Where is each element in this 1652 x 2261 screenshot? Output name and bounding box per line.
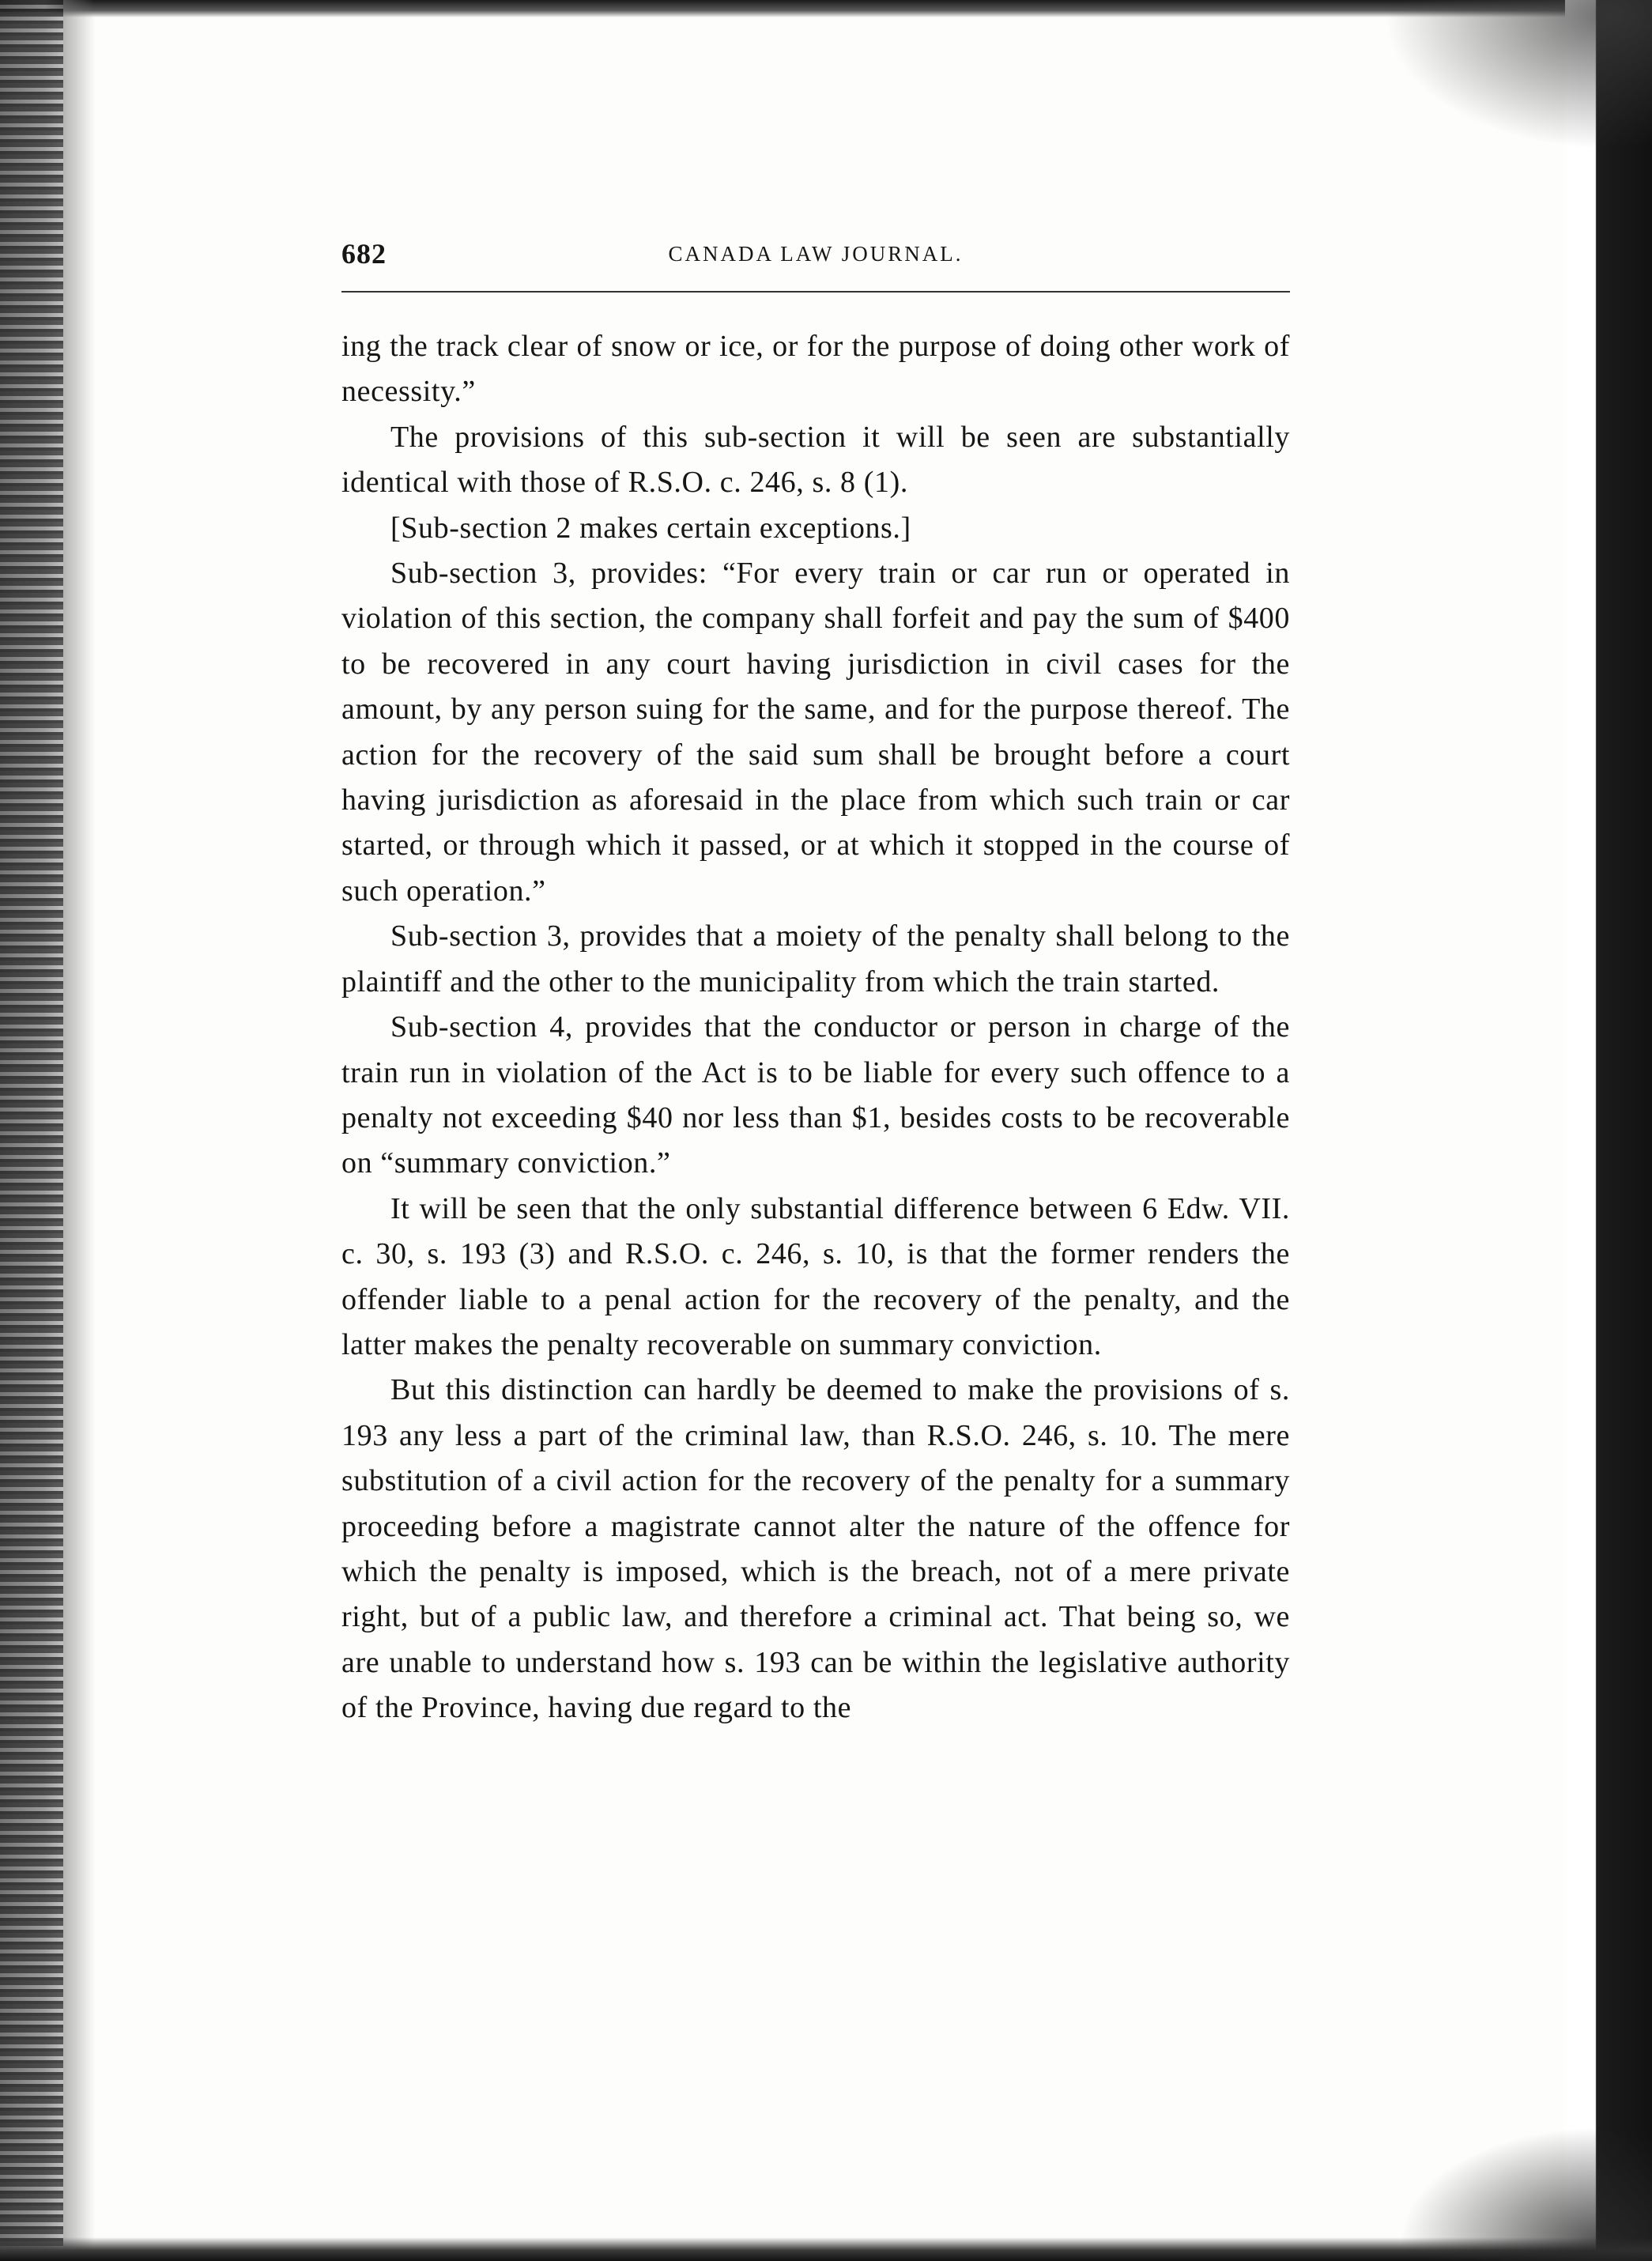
- page-number: 682: [341, 238, 387, 270]
- paragraph: [Sub-section 2 makes certain exceptions.]: [390, 511, 911, 545]
- paragraph: It will be seen that the only substantial difference between 6 Edw. VII. c. 30, s. 193 (3) and R.S.O. c. 246, s. 10, is that the former renders the offender liable to a penal action for the recovery of the penalty, and the latter makes the penalty recoverable on summary conviction.: [341, 1191, 1290, 1361]
- article-body: [341, 324, 1290, 1731]
- header-rule: [341, 291, 1290, 293]
- paragraph: Sub-section 3, provides: “For every train or car run or operated in violation of this section, the company shall forfeit and pay the sum of $400 to be recovered in any court having jurisdiction in civil cases for the amount, by any person suing for the same, and for the purpose thereof. The action for the recovery of the said sum shall be brought before a court having jurisdiction as aforesaid in the place from which such train or car started, or through which it passed, or at which it stopped in the course of such operation.”: [341, 557, 1290, 908]
- paragraph: Sub-section 4, provides that the conductor or person in charge of the train run in violation of the Act is to be liable for every such offence to a penalty not exceeding $40 nor less than $1, besides costs to be recoverable on “summary conviction.”: [341, 1010, 1290, 1180]
- journal-title: CANADA LAW JOURNAL.: [668, 242, 964, 266]
- scan-shadow-left: [63, 0, 95, 2261]
- paragraph: But this distinction can hardly be deemed to make the provisions of s. 193 any less a part of the criminal law, than R.S.O. 246, s. 10. The mere substitution of a civil action for the recovery of the penalty for a summary proceeding before a magistrate cannot alter the nature of the offence for which the penalty is imposed, which is the breach, not of a mere private right, but of a public law, and therefore a criminal act. That being so, we are unable to understand how s. 193 can be within the legislative authority of the Province, having due regard to the: [341, 1373, 1290, 1725]
- scan-smudge-top-right: [1383, 0, 1652, 150]
- paragraph: ing the track clear of snow or ice, or for the purpose of doing other work of necessity.”: [341, 330, 1290, 409]
- scan-border-left: [0, 0, 63, 2261]
- page-content: [341, 237, 1290, 1731]
- paragraph: Sub-section 3, provides that a moiety of the penalty shall belong to the plaintiff and the other to the municipality from which the train started.: [341, 919, 1290, 998]
- paragraph: The provisions of this sub-section it will be seen are substantially identical with those of R.S.O. c. 246, s. 8 (1).: [341, 420, 1290, 500]
- running-head: [341, 237, 1290, 285]
- scan-smudge-bottom-right: [1399, 2127, 1652, 2261]
- scan-border-right: [1565, 0, 1652, 2261]
